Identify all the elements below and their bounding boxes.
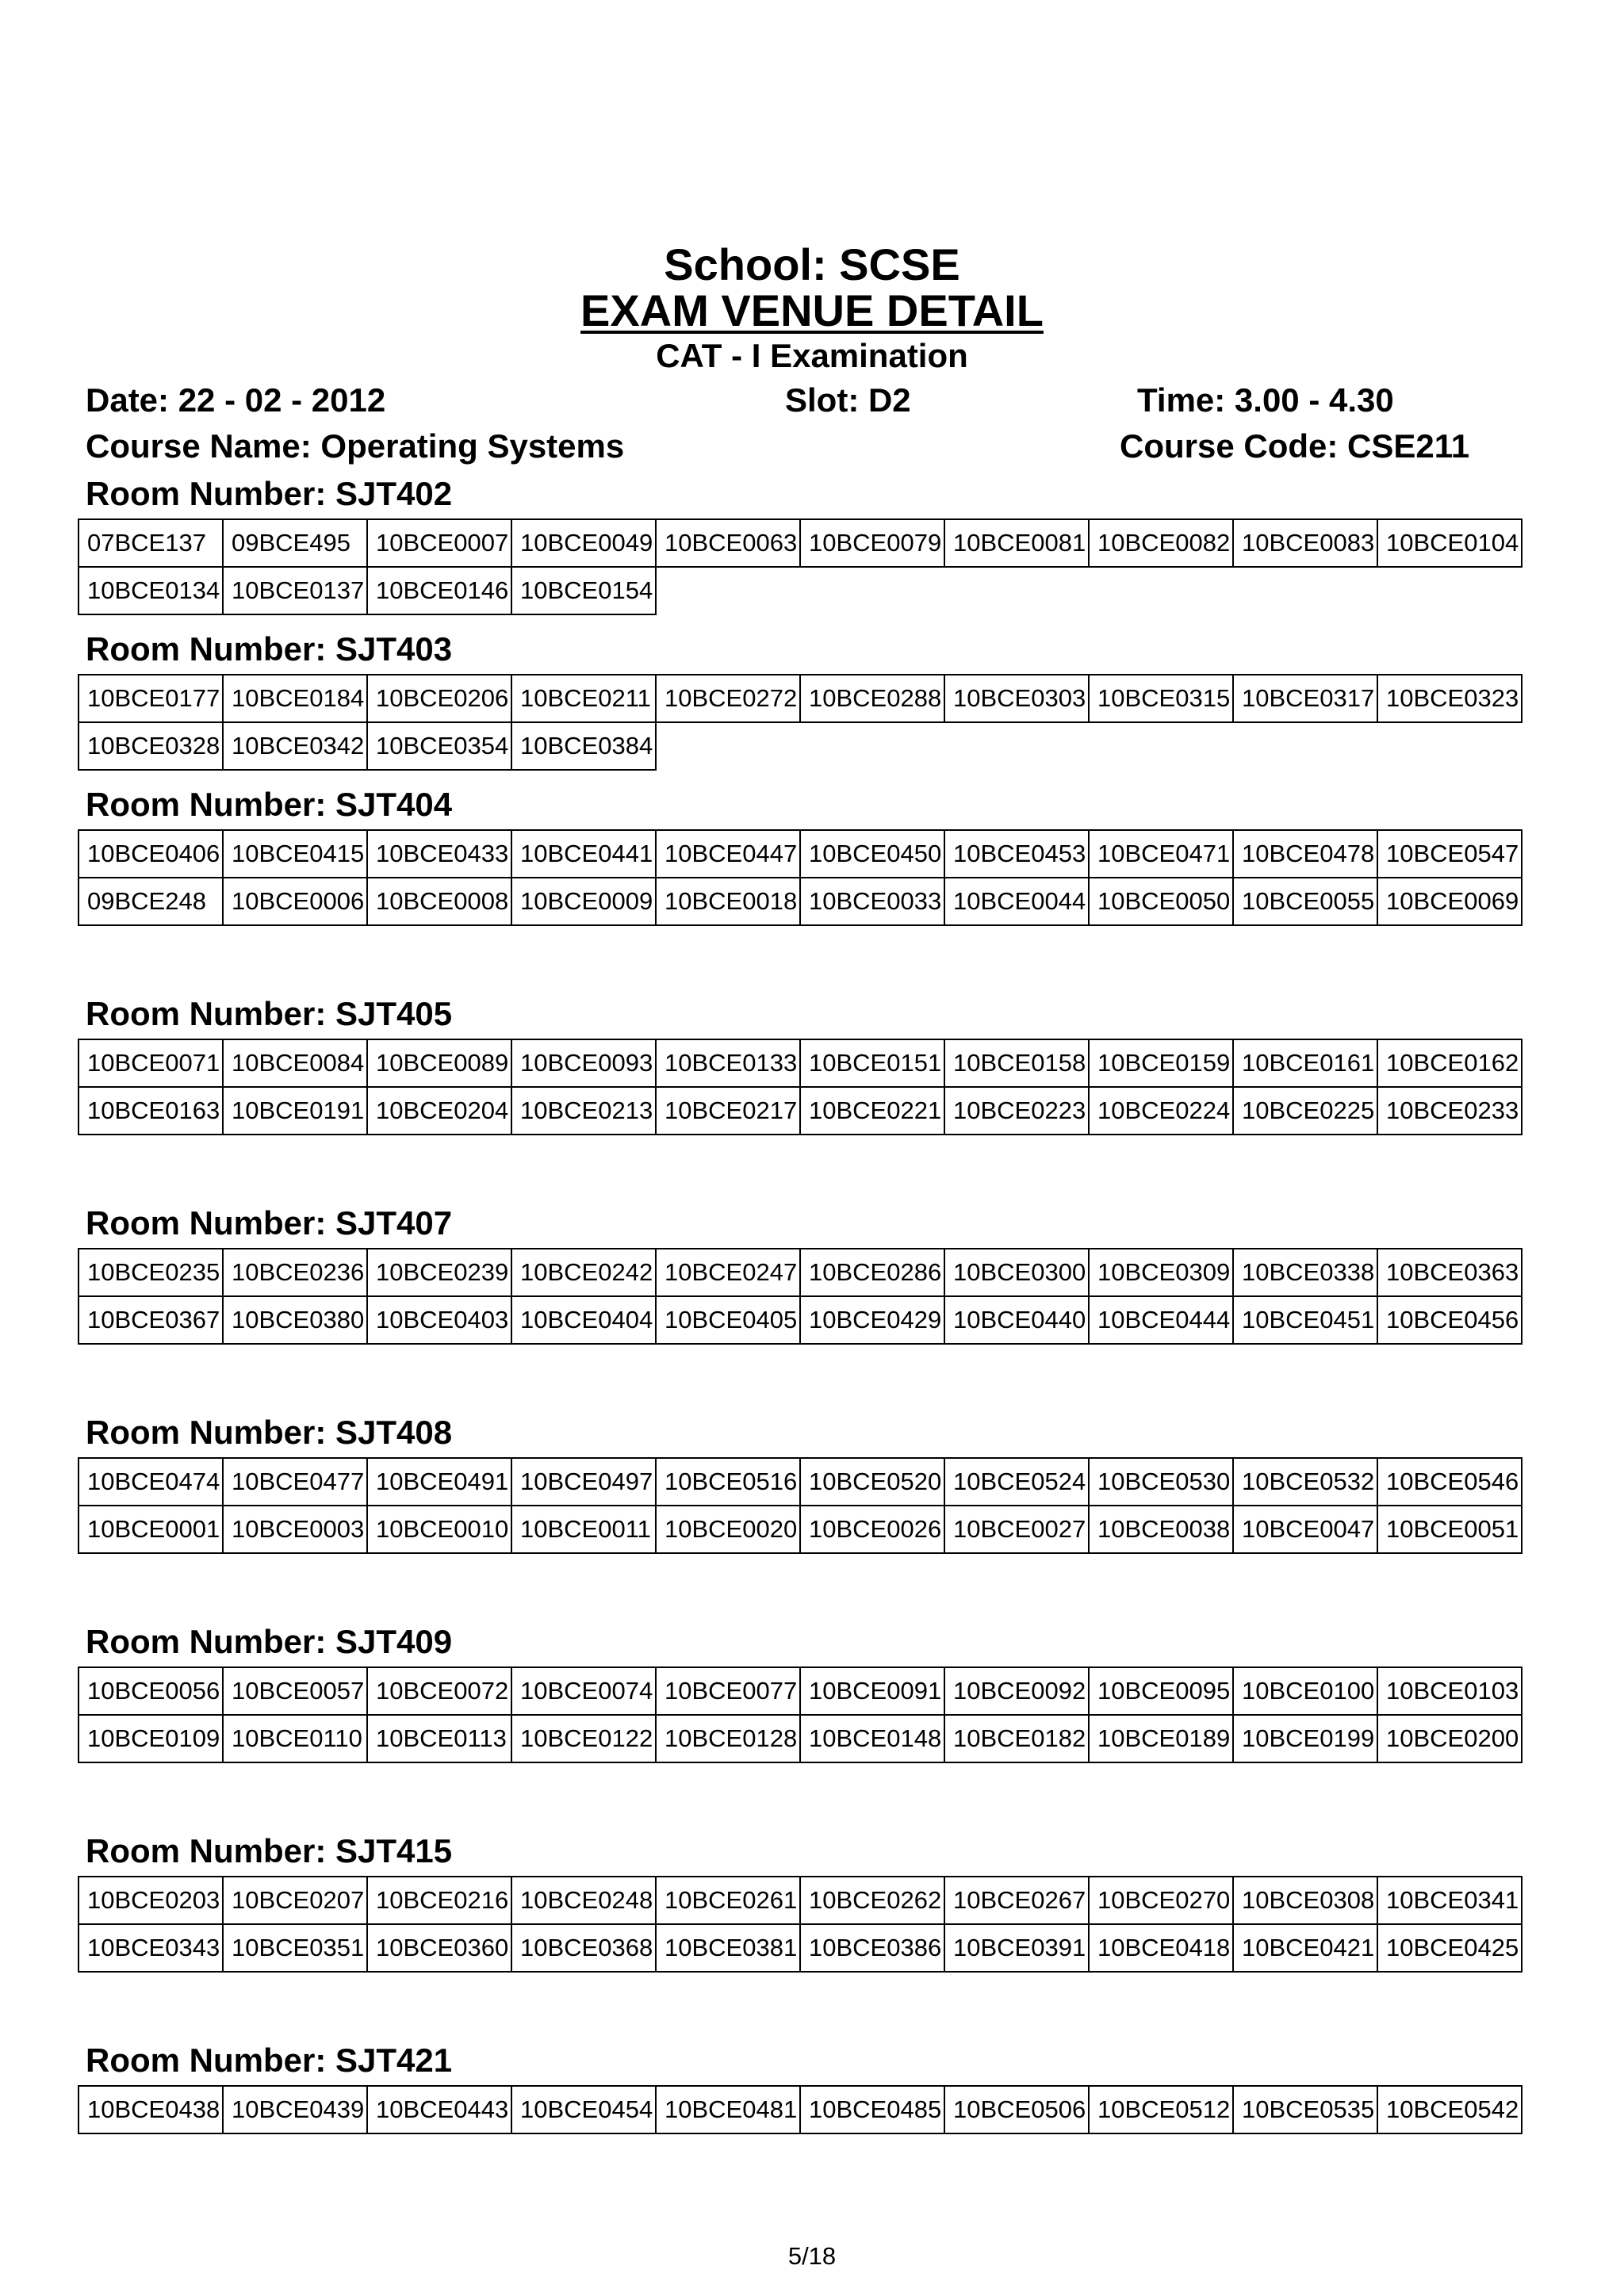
registration-number-cell: 10BCE0056	[79, 1667, 223, 1715]
registration-number-cell: 10BCE0151	[800, 1039, 944, 1087]
registration-table	[78, 1876, 1522, 1973]
registration-number-cell: 10BCE0530	[1089, 1458, 1233, 1506]
registration-number-cell: 10BCE0415	[223, 830, 367, 878]
registration-number-cell: 10BCE0177	[79, 675, 223, 722]
table-row	[79, 878, 1522, 925]
table-row	[79, 1249, 1522, 1296]
registration-number-cell: 10BCE0317	[1233, 675, 1377, 722]
registration-number-cell: 10BCE0343	[79, 1924, 223, 1972]
registration-number-cell: 10BCE0328	[79, 722, 223, 770]
registration-number-cell: 10BCE0182	[944, 1715, 1089, 1762]
registration-number-cell: 10BCE0033	[800, 878, 944, 925]
table-row	[79, 1506, 1522, 1553]
registration-number-cell: 10BCE0049	[511, 519, 656, 567]
registration-number-cell: 10BCE0471	[1089, 830, 1233, 878]
registration-number-cell: 10BCE0524	[944, 1458, 1089, 1506]
registration-number-cell: 10BCE0309	[1089, 1249, 1233, 1296]
registration-number-cell: 10BCE0300	[944, 1249, 1089, 1296]
registration-number-cell: 10BCE0051	[1377, 1506, 1522, 1553]
registration-number-cell: 10BCE0418	[1089, 1924, 1233, 1972]
registration-number-cell: 10BCE0137	[223, 567, 367, 614]
registration-number-cell: 10BCE0456	[1377, 1296, 1522, 1344]
registration-number-cell: 10BCE0406	[79, 830, 223, 878]
registration-number-cell: 10BCE0055	[1233, 878, 1377, 925]
registration-number-cell: 10BCE0050	[1089, 878, 1233, 925]
registration-number-cell: 10BCE0082	[1089, 519, 1233, 567]
registration-number-cell: 10BCE0018	[656, 878, 800, 925]
registration-number-cell: 10BCE0267	[944, 1877, 1089, 1924]
table-row	[79, 1667, 1522, 1715]
exam-date: Date: 22 - 02 - 2012	[86, 381, 386, 419]
registration-number-cell: 10BCE0351	[223, 1924, 367, 1972]
registration-number-cell: 10BCE0535	[1233, 2086, 1377, 2133]
registration-number-cell: 10BCE0439	[223, 2086, 367, 2133]
table-row	[79, 1924, 1522, 1972]
registration-number-cell: 10BCE0235	[79, 1249, 223, 1296]
registration-number-cell: 10BCE0020	[656, 1506, 800, 1553]
room-number-label: Room Number: SJT408	[86, 1414, 453, 1451]
exam-name: CAT - I Examination	[656, 337, 968, 374]
registration-number-cell: 10BCE0368	[511, 1924, 656, 1972]
registration-number-cell: 10BCE0247	[656, 1249, 800, 1296]
registration-number-cell: 10BCE0162	[1377, 1039, 1522, 1087]
registration-number-cell: 10BCE0236	[223, 1249, 367, 1296]
registration-number-cell: 10BCE0454	[511, 2086, 656, 2133]
registration-table	[78, 1039, 1522, 1135]
registration-number-cell: 10BCE0239	[367, 1249, 511, 1296]
registration-number-cell: 10BCE0001	[79, 1506, 223, 1553]
school-heading: School: SCSE	[664, 239, 960, 289]
registration-number-cell: 10BCE0491	[367, 1458, 511, 1506]
registration-number-cell: 10BCE0520	[800, 1458, 944, 1506]
registration-number-cell: 10BCE0404	[511, 1296, 656, 1344]
registration-number-cell: 10BCE0360	[367, 1924, 511, 1972]
registration-number-cell: 10BCE0077	[656, 1667, 800, 1715]
registration-number-cell: 10BCE0092	[944, 1667, 1089, 1715]
registration-number-cell: 10BCE0207	[223, 1877, 367, 1924]
registration-number-cell: 10BCE0367	[79, 1296, 223, 1344]
registration-number-cell: 10BCE0242	[511, 1249, 656, 1296]
registration-number-cell: 10BCE0057	[223, 1667, 367, 1715]
registration-table	[78, 1248, 1522, 1345]
registration-number-cell: 10BCE0438	[79, 2086, 223, 2133]
page-number: 5/18	[787, 2242, 837, 2270]
registration-number-cell: 10BCE0081	[944, 519, 1089, 567]
registration-number-cell: 10BCE0303	[944, 675, 1089, 722]
exam-time: Time: 3.00 - 4.30	[1137, 381, 1394, 419]
table-row	[79, 1296, 1522, 1344]
registration-number-cell: 10BCE0191	[223, 1087, 367, 1135]
room-number-label: Room Number: SJT421	[86, 2042, 453, 2079]
registration-number-cell: 10BCE0038	[1089, 1506, 1233, 1553]
registration-number-cell: 10BCE0341	[1377, 1877, 1522, 1924]
registration-number-cell: 10BCE0071	[79, 1039, 223, 1087]
registration-number-cell: 10BCE0008	[367, 878, 511, 925]
registration-number-cell: 10BCE0323	[1377, 675, 1522, 722]
registration-number-cell: 10BCE0158	[944, 1039, 1089, 1087]
registration-number-cell: 10BCE0011	[511, 1506, 656, 1553]
table-row	[79, 675, 1522, 722]
registration-number-cell: 10BCE0110	[223, 1715, 367, 1762]
registration-number-cell: 10BCE0354	[367, 722, 511, 770]
registration-number-cell: 10BCE0069	[1377, 878, 1522, 925]
registration-number-cell: 10BCE0421	[1233, 1924, 1377, 1972]
registration-number-cell: 10BCE0093	[511, 1039, 656, 1087]
room-number-label: Room Number: SJT415	[86, 1832, 453, 1869]
registration-number-cell: 10BCE0161	[1233, 1039, 1377, 1087]
registration-number-cell: 10BCE0363	[1377, 1249, 1522, 1296]
registration-number-cell: 10BCE0154	[511, 567, 656, 614]
registration-number-cell: 10BCE0506	[944, 2086, 1089, 2133]
registration-number-cell: 10BCE0184	[223, 675, 367, 722]
registration-number-cell: 10BCE0122	[511, 1715, 656, 1762]
exam-slot: Slot: D2	[785, 381, 911, 419]
registration-number-cell: 10BCE0148	[800, 1715, 944, 1762]
registration-number-cell: 10BCE0262	[800, 1877, 944, 1924]
registration-number-cell: 10BCE0315	[1089, 675, 1233, 722]
registration-number-cell: 10BCE0233	[1377, 1087, 1522, 1135]
registration-number-cell: 10BCE0146	[367, 567, 511, 614]
registration-number-cell: 10BCE0441	[511, 830, 656, 878]
registration-number-cell: 10BCE0288	[800, 675, 944, 722]
registration-number-cell: 10BCE0286	[800, 1249, 944, 1296]
registration-number-cell: 10BCE0444	[1089, 1296, 1233, 1344]
registration-number-cell: 10BCE0047	[1233, 1506, 1377, 1553]
registration-number-cell: 10BCE0497	[511, 1458, 656, 1506]
registration-number-cell: 10BCE0546	[1377, 1458, 1522, 1506]
registration-number-cell: 10BCE0009	[511, 878, 656, 925]
registration-number-cell: 10BCE0100	[1233, 1667, 1377, 1715]
registration-number-cell: 10BCE0478	[1233, 830, 1377, 878]
registration-number-cell: 10BCE0542	[1377, 2086, 1522, 2133]
registration-table	[78, 829, 1522, 926]
registration-number-cell: 10BCE0440	[944, 1296, 1089, 1344]
registration-number-cell: 10BCE0443	[367, 2086, 511, 2133]
registration-number-cell: 10BCE0248	[511, 1877, 656, 1924]
registration-number-cell: 10BCE0308	[1233, 1877, 1377, 1924]
page-title	[0, 285, 1624, 336]
page-title-text: EXAM VENUE DETAIL	[580, 285, 1044, 335]
registration-number-cell: 10BCE0221	[800, 1087, 944, 1135]
registration-number-cell: 10BCE0217	[656, 1087, 800, 1135]
registration-number-cell: 10BCE0481	[656, 2086, 800, 2133]
registration-table	[78, 1457, 1522, 1554]
table-row	[79, 519, 1522, 567]
registration-number-cell: 10BCE0403	[367, 1296, 511, 1344]
room-number-label: Room Number: SJT404	[86, 786, 453, 823]
registration-number-cell: 10BCE0224	[1089, 1087, 1233, 1135]
registration-number-cell: 10BCE0425	[1377, 1924, 1522, 1972]
registration-number-cell: 10BCE0391	[944, 1924, 1089, 1972]
course-name: Course Name: Operating Systems	[86, 427, 625, 465]
registration-number-cell: 10BCE0516	[656, 1458, 800, 1506]
registration-number-cell: 10BCE0006	[223, 878, 367, 925]
registration-number-cell: 10BCE0063	[656, 519, 800, 567]
registration-table	[78, 1667, 1522, 1763]
table-row	[79, 1715, 1522, 1762]
table-row	[79, 1458, 1522, 1506]
registration-number-cell: 10BCE0206	[367, 675, 511, 722]
registration-number-cell: 07BCE137	[79, 519, 223, 567]
registration-number-cell: 10BCE0007	[367, 519, 511, 567]
registration-number-cell: 10BCE0450	[800, 830, 944, 878]
room-number-label: Room Number: SJT403	[86, 630, 453, 668]
registration-number-cell: 10BCE0381	[656, 1924, 800, 1972]
table-row	[79, 2086, 1522, 2133]
registration-number-cell: 10BCE0405	[656, 1296, 800, 1344]
registration-number-cell: 09BCE495	[223, 519, 367, 567]
room-number-label: Room Number: SJT402	[86, 475, 453, 512]
registration-number-cell: 10BCE0026	[800, 1506, 944, 1553]
registration-number-cell: 10BCE0270	[1089, 1877, 1233, 1924]
registration-number-cell: 10BCE0547	[1377, 830, 1522, 878]
table-row	[79, 1877, 1522, 1924]
registration-number-cell: 10BCE0091	[800, 1667, 944, 1715]
registration-table	[78, 2085, 1522, 2134]
registration-number-cell: 10BCE0338	[1233, 1249, 1377, 1296]
registration-number-cell: 10BCE0010	[367, 1506, 511, 1553]
registration-number-cell: 10BCE0163	[79, 1087, 223, 1135]
registration-number-cell: 10BCE0512	[1089, 2086, 1233, 2133]
registration-number-cell: 10BCE0200	[1377, 1715, 1522, 1762]
registration-number-cell: 10BCE0451	[1233, 1296, 1377, 1344]
registration-number-cell: 10BCE0113	[367, 1715, 511, 1762]
room-number-label: Room Number: SJT409	[86, 1623, 453, 1660]
registration-number-cell: 10BCE0203	[79, 1877, 223, 1924]
room-number-label: Room Number: SJT407	[86, 1204, 453, 1242]
registration-number-cell: 10BCE0159	[1089, 1039, 1233, 1087]
registration-number-cell: 10BCE0223	[944, 1087, 1089, 1135]
registration-number-cell: 10BCE0342	[223, 722, 367, 770]
registration-number-cell: 10BCE0189	[1089, 1715, 1233, 1762]
registration-number-cell: 10BCE0104	[1377, 519, 1522, 567]
registration-number-cell: 10BCE0485	[800, 2086, 944, 2133]
registration-number-cell: 10BCE0261	[656, 1877, 800, 1924]
registration-number-cell: 10BCE0386	[800, 1924, 944, 1972]
registration-number-cell: 09BCE248	[79, 878, 223, 925]
registration-number-cell: 10BCE0027	[944, 1506, 1089, 1553]
table-row	[79, 1039, 1522, 1087]
registration-number-cell: 10BCE0072	[367, 1667, 511, 1715]
registration-number-cell: 10BCE0433	[367, 830, 511, 878]
registration-number-cell: 10BCE0109	[79, 1715, 223, 1762]
registration-number-cell: 10BCE0213	[511, 1087, 656, 1135]
registration-table	[78, 519, 1522, 615]
registration-number-cell: 10BCE0272	[656, 675, 800, 722]
registration-number-cell: 10BCE0128	[656, 1715, 800, 1762]
registration-number-cell: 10BCE0211	[511, 675, 656, 722]
registration-number-cell: 10BCE0429	[800, 1296, 944, 1344]
table-row	[79, 830, 1522, 878]
registration-number-cell: 10BCE0003	[223, 1506, 367, 1553]
registration-number-cell: 10BCE0089	[367, 1039, 511, 1087]
registration-number-cell: 10BCE0204	[367, 1087, 511, 1135]
registration-number-cell: 10BCE0380	[223, 1296, 367, 1344]
registration-number-cell: 10BCE0044	[944, 878, 1089, 925]
registration-number-cell: 10BCE0074	[511, 1667, 656, 1715]
registration-number-cell: 10BCE0079	[800, 519, 944, 567]
room-number-label: Room Number: SJT405	[86, 995, 453, 1032]
registration-number-cell: 10BCE0133	[656, 1039, 800, 1087]
registration-number-cell: 10BCE0083	[1233, 519, 1377, 567]
registration-number-cell: 10BCE0216	[367, 1877, 511, 1924]
table-row	[79, 1087, 1522, 1135]
course-code: Course Code: CSE211	[1120, 427, 1470, 465]
registration-number-cell: 10BCE0134	[79, 567, 223, 614]
registration-number-cell: 10BCE0453	[944, 830, 1089, 878]
registration-number-cell: 10BCE0447	[656, 830, 800, 878]
registration-number-cell: 10BCE0532	[1233, 1458, 1377, 1506]
registration-table	[78, 674, 1522, 771]
table-row	[79, 567, 1522, 614]
registration-number-cell: 10BCE0477	[223, 1458, 367, 1506]
registration-number-cell: 10BCE0103	[1377, 1667, 1522, 1715]
registration-number-cell: 10BCE0084	[223, 1039, 367, 1087]
registration-number-cell: 10BCE0384	[511, 722, 656, 770]
registration-number-cell: 10BCE0095	[1089, 1667, 1233, 1715]
registration-number-cell: 10BCE0199	[1233, 1715, 1377, 1762]
table-row	[79, 722, 1522, 770]
registration-number-cell: 10BCE0225	[1233, 1087, 1377, 1135]
registration-number-cell: 10BCE0474	[79, 1458, 223, 1506]
